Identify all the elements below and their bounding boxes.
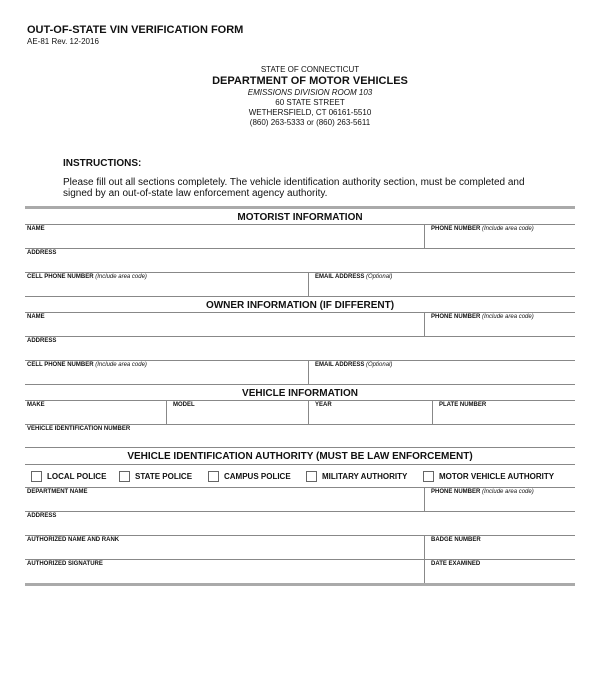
owner-phone-field[interactable]: PHONE NUMBER (Include area code) [431, 314, 534, 320]
divider [25, 360, 575, 361]
divider [25, 400, 575, 401]
agency-state: STATE OF CONNECTICUT [260, 65, 360, 74]
owner-email-field[interactable]: EMAIL ADDRESS (Optional) [315, 362, 393, 368]
divider [25, 296, 575, 297]
motorist-email-field[interactable]: EMAIL ADDRESS (Optional) [315, 274, 393, 280]
agency-block [200, 65, 420, 128]
divider [25, 559, 575, 560]
checkbox-icon[interactable] [208, 471, 219, 482]
agency-division: EMISSIONS DIVISION ROOM 103 [247, 88, 373, 97]
owner-name-field[interactable]: NAME [27, 314, 45, 320]
authority-dept-field[interactable]: DEPARTMENT NAME [27, 489, 88, 495]
motorist-name-field[interactable]: NAME [27, 226, 45, 232]
divider [25, 447, 575, 448]
divider [308, 272, 309, 296]
agency-city: WETHERSFIELD, CT 06161-5510 [248, 108, 372, 117]
form-revision: AE-81 Rev. 12-2016 [27, 37, 99, 46]
divider [424, 487, 425, 511]
vehicle-model-field[interactable]: MODEL [173, 402, 195, 408]
checkbox-campus-police[interactable]: CAMPUS POLICE [208, 471, 291, 482]
checkbox-icon[interactable] [119, 471, 130, 482]
instructions-heading: INSTRUCTIONS: [63, 158, 142, 169]
divider [308, 360, 309, 384]
agency-phone: (860) 263-5333 or (860) 263-5611 [249, 118, 371, 127]
divider [166, 400, 167, 424]
agency-street: 60 STATE STREET [275, 98, 345, 107]
authority-signature-field[interactable]: AUTHORIZED SIGNATURE [27, 561, 103, 567]
checkbox-state-police[interactable]: STATE POLICE [119, 471, 192, 482]
authority-address-field[interactable]: ADDRESS [27, 513, 57, 519]
motorist-section-title: MOTORIST INFORMATION [237, 212, 363, 223]
motorist-address-field[interactable]: ADDRESS [27, 250, 57, 256]
divider [25, 511, 575, 512]
divider [25, 336, 575, 337]
authority-phone-field[interactable]: PHONE NUMBER (Include area code) [431, 489, 534, 495]
checkbox-local-police[interactable]: LOCAL POLICE [31, 471, 106, 482]
divider [25, 248, 575, 249]
divider [25, 535, 575, 536]
instructions-text: Please fill out all sections completely. The vehicle identification authority section, must be completed and signed by an out-of-state law enforcement agency authority. [63, 177, 525, 199]
agency-department: DEPARTMENT OF MOTOR VEHICLES [212, 75, 408, 87]
divider [25, 487, 575, 488]
authority-name-rank-field[interactable]: AUTHORIZED NAME AND RANK [27, 537, 120, 543]
vehicle-vin-field[interactable]: VEHICLE IDENTIFICATION NUMBER [27, 426, 131, 432]
checkbox-icon[interactable] [306, 471, 317, 482]
vehicle-year-field[interactable]: YEAR [315, 402, 332, 408]
divider [424, 312, 425, 336]
motorist-phone-field[interactable]: PHONE NUMBER (Include area code) [431, 226, 534, 232]
owner-cell-field[interactable]: CELL PHONE NUMBER (Include area code) [27, 362, 147, 368]
divider [25, 464, 575, 465]
motorist-cell-field[interactable]: CELL PHONE NUMBER (Include area code) [27, 274, 147, 280]
owner-address-field[interactable]: ADDRESS [27, 338, 57, 344]
authority-section-title: VEHICLE IDENTIFICATION AUTHORITY (MUST BE LAW ENFORCEMENT) [127, 451, 473, 462]
divider [25, 384, 575, 385]
authority-badge-field[interactable]: BADGE NUMBER [431, 537, 481, 543]
checkbox-military-authority[interactable]: MILITARY AUTHORITY [306, 471, 407, 482]
divider [25, 424, 575, 425]
form-title: OUT-OF-STATE VIN VERIFICATION FORM [27, 24, 244, 36]
divider [25, 224, 575, 225]
vehicle-section-title: VEHICLE INFORMATION [242, 388, 358, 399]
divider [25, 312, 575, 313]
divider [25, 206, 575, 209]
divider [432, 400, 433, 424]
checkbox-motor-vehicle-authority[interactable]: MOTOR VEHICLE AUTHORITY [423, 471, 554, 482]
divider [25, 272, 575, 273]
checkbox-icon[interactable] [423, 471, 434, 482]
divider [308, 400, 309, 424]
vehicle-plate-field[interactable]: PLATE NUMBER [439, 402, 487, 408]
divider [424, 224, 425, 248]
vehicle-make-field[interactable]: MAKE [27, 402, 45, 408]
authority-date-field[interactable]: DATE EXAMINED [431, 561, 481, 567]
owner-section-title: OWNER INFORMATION (IF DIFFERENT) [205, 300, 395, 311]
divider [25, 583, 575, 586]
checkbox-icon[interactable] [31, 471, 42, 482]
